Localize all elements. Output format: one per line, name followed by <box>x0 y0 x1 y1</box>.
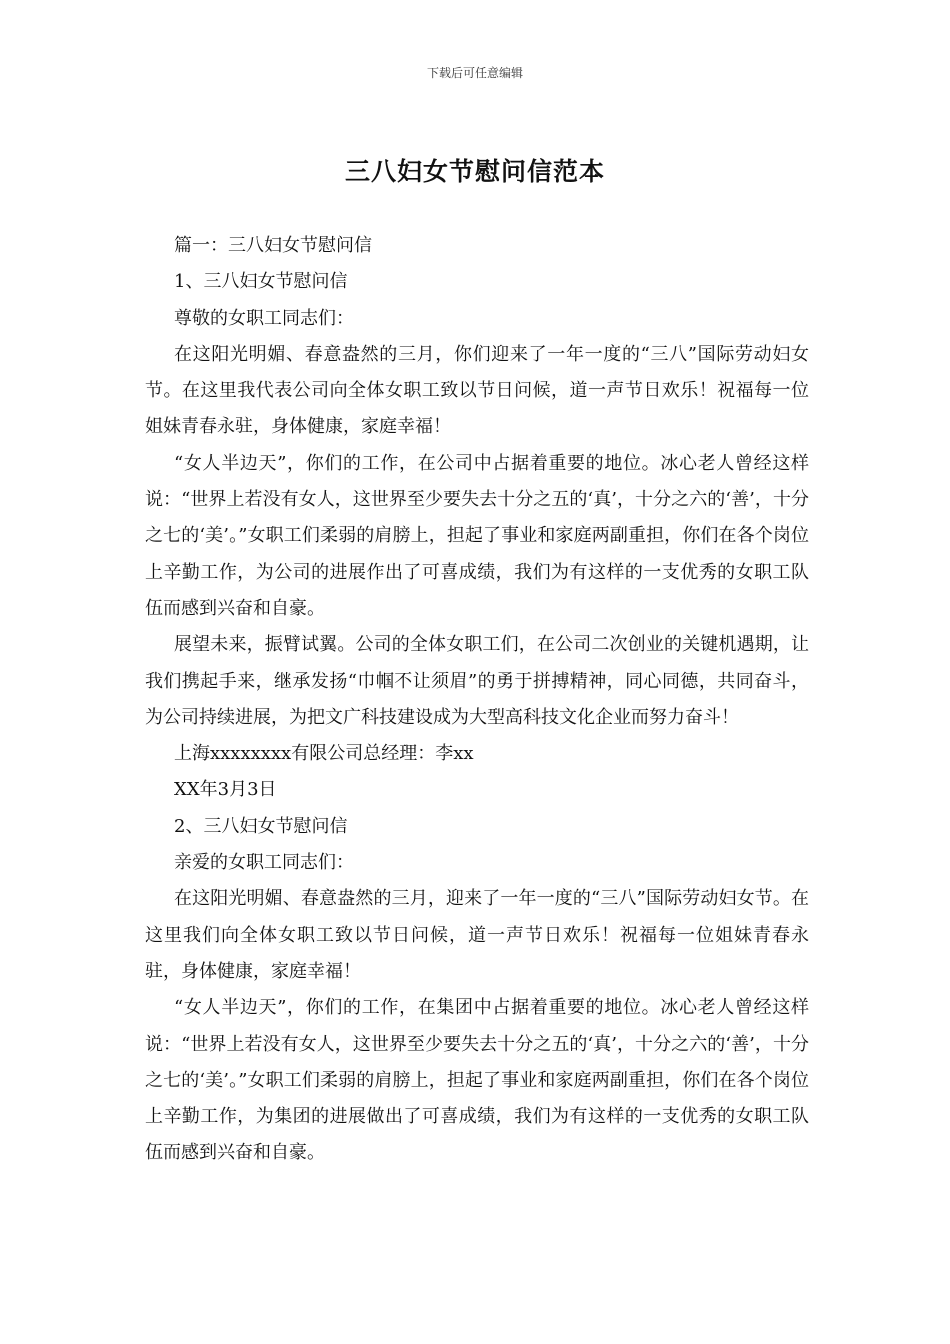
body-paragraph: 展望未来，振臂试翼。公司的全体女职工们，在公司二次创业的关键机遇期，让我们携起手来，继承发扬“巾帼不让须眉”的勇于拼搏精神，同心同德，共同奋斗，为公司持续进展，为把文广科技建设成为大型高科技文化企业而努力奋斗！ <box>145 634 809 728</box>
letter-heading: 1、三八妇女节慰问信 <box>174 271 348 293</box>
body-paragraph: “女人半边天”，你们的工作，在公司中占据着重要的地位。冰心老人曾经这样说：“世界上若没有女人，这世界至少要失去十分之五的‘真’，十分之六的‘善’，十分之七的‘美’。”女职工们柔弱的肩膀上，担起了事业和家庭两副重担，你们在各个岗位上辛勤工作，为公司的进展作出了可喜成绩，我们为有这样的一支优秀的女职工队伍而感到兴奋和自豪。 <box>145 452 809 619</box>
body-paragraph: 在这阳光明媚、春意盎然的三月，你们迎来了一年一度的“三八”国际劳动妇女节。在这里我代表公司向全体女职工致以节日问候，道一声节日欢乐！祝福每一位姐妹青春永驻，身体健康，家庭幸福！ <box>145 343 809 438</box>
letter-heading: 2、三八妇女节慰问信 <box>174 815 348 837</box>
body-paragraph: 在这阳光明媚、春意盎然的三月，迎来了一年一度的“三八”国际劳动妇女节。在这里我们向全体女职工致以节日问候，道一声节日欢乐！祝福每一位姐妹青春永驻，身体健康，家庭幸福！ <box>145 888 809 982</box>
date: XX年3月3日 <box>174 779 277 801</box>
salutation: 亲爱的女职工同志们： <box>174 852 354 874</box>
body-paragraph: “女人半边天”，你们的工作，在集团中占据着重要的地位。冰心老人曾经这样说：“世界上若没有女人，这世界至少要失去十分之五的‘真’，十分之六的‘善’，十分之七的‘美’。”女职工们柔弱的肩膀上，担起了事业和家庭两副重担，你们在各个岗位上辛勤工作，为集团的进展做出了可喜成绩，我们为有这样的一支优秀的女职工队伍而感到兴奋和自豪。 <box>145 997 809 1164</box>
document-title: 三八妇女节慰问信范本 <box>344 157 605 186</box>
section-heading: 篇一：三八妇女节慰问信 <box>174 235 372 256</box>
document-body <box>145 228 809 1172</box>
signature: 上海xxxxxxxx有限公司总经理：李xx <box>174 743 474 765</box>
salutation: 尊敬的女职工同志们： <box>174 307 354 329</box>
page-header: 下载后可任意编辑 <box>426 66 523 80</box>
